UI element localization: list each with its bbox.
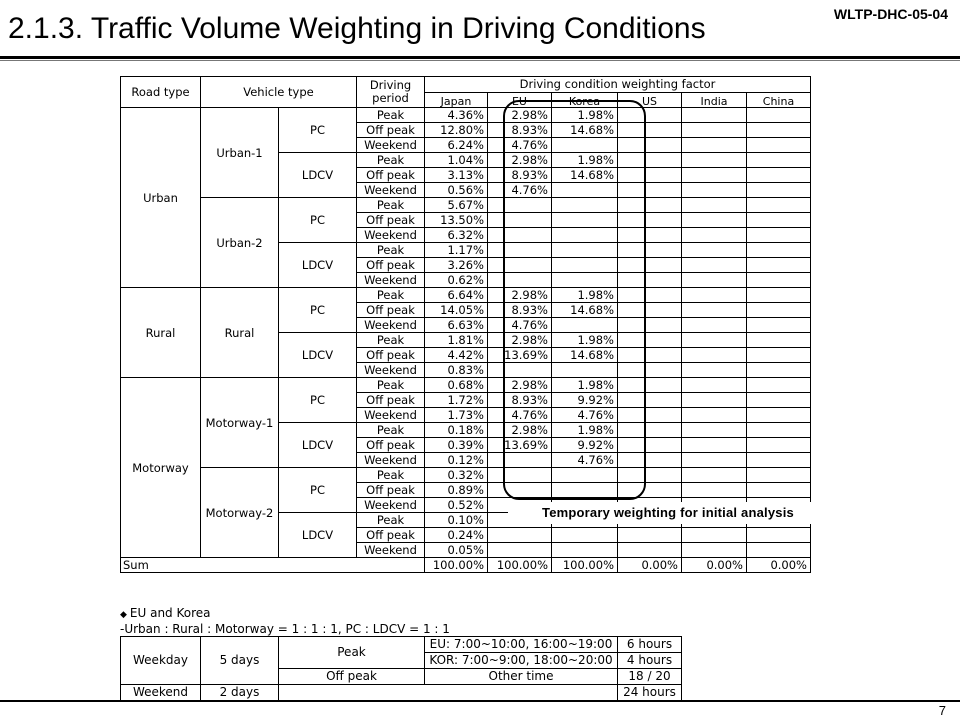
weighting-value-cell — [488, 483, 552, 498]
road-subtype-cell: Rural — [201, 288, 279, 378]
weighting-value-cell — [682, 168, 747, 183]
weighting-value-cell — [747, 123, 811, 138]
note-eu-korea — [120, 606, 450, 622]
weighting-value-cell — [747, 198, 811, 213]
driving-period-cell: Peak — [357, 423, 425, 438]
weighting-value-cell — [682, 318, 747, 333]
weighting-value-cell: 12.80% — [425, 123, 488, 138]
region-header: Japan — [425, 92, 488, 108]
weighting-value-cell — [618, 138, 682, 153]
period-peak: Peak — [279, 637, 425, 669]
page-title: 2.1.3. Traffic Volume Weighting in Driving Conditions — [8, 12, 706, 45]
weighting-value-cell: 4.76% — [488, 138, 552, 153]
weighting-value-cell — [618, 303, 682, 318]
vehicle-type-cell: PC — [279, 468, 357, 513]
weighting-value-cell — [682, 408, 747, 423]
weighting-value-cell: 4.36% — [425, 108, 488, 123]
weighting-value-cell: 8.93% — [488, 168, 552, 183]
road-subtype-cell: Motorway-1 — [201, 378, 279, 468]
weighting-value-cell: 2.98% — [488, 423, 552, 438]
weighting-value-cell — [747, 393, 811, 408]
weighting-value-cell — [552, 243, 618, 258]
weighting-value-cell: 3.13% — [425, 168, 488, 183]
weighting-value-cell — [747, 378, 811, 393]
weighting-table — [120, 76, 811, 573]
weighting-value-cell: 0.32% — [425, 468, 488, 483]
period-off-peak-hours: 18 / 20 — [618, 669, 682, 685]
weighting-value-cell — [747, 333, 811, 348]
weighting-value-cell: 13.50% — [425, 213, 488, 228]
weighting-value-cell — [618, 348, 682, 363]
weighting-value-cell — [618, 393, 682, 408]
weighting-value-cell — [747, 168, 811, 183]
weighting-value-cell — [552, 483, 618, 498]
weighting-value-cell — [618, 123, 682, 138]
weighting-value-cell — [618, 213, 682, 228]
weighting-value-cell: 1.73% — [425, 408, 488, 423]
region-header: Korea — [552, 92, 618, 108]
weighting-value-cell — [747, 153, 811, 168]
weighting-value-cell — [488, 273, 552, 288]
vehicle-type-cell: LDCV — [279, 243, 357, 288]
weighting-value-cell — [747, 453, 811, 468]
weighting-value-cell: 1.17% — [425, 243, 488, 258]
period-kor-peak-time: KOR: 7:00~9:00, 18:00~20:00 — [425, 653, 618, 669]
weighting-value-cell: 13.69% — [488, 348, 552, 363]
table-row — [121, 108, 811, 123]
weighting-value-cell: 13.69% — [488, 438, 552, 453]
driving-period-cell: Peak — [357, 513, 425, 528]
weighting-value-cell — [618, 453, 682, 468]
table-row — [121, 288, 811, 303]
weighting-value-cell — [682, 543, 747, 558]
weighting-value-cell — [618, 423, 682, 438]
weighting-value-cell — [552, 363, 618, 378]
period-weekend: Weekend — [121, 685, 201, 701]
region-header: EU — [488, 92, 552, 108]
weighting-value-cell — [747, 423, 811, 438]
weighting-value-cell — [747, 528, 811, 543]
weighting-value-cell — [747, 108, 811, 123]
weighting-value-cell: 0.12% — [425, 453, 488, 468]
driving-period-cell: Weekend — [357, 138, 425, 153]
weighting-value-cell — [682, 183, 747, 198]
weighting-value-cell — [682, 153, 747, 168]
weighting-value-cell — [747, 348, 811, 363]
weighting-value-cell — [552, 468, 618, 483]
weighting-value-cell: 1.98% — [552, 288, 618, 303]
weighting-value-cell: 4.76% — [552, 408, 618, 423]
vehicle-type-cell: PC — [279, 378, 357, 423]
region-header: China — [747, 92, 811, 108]
weighting-value-cell: 0.68% — [425, 378, 488, 393]
weighting-value-cell: 1.98% — [552, 423, 618, 438]
weighting-value-cell: 14.68% — [552, 348, 618, 363]
weighting-value-cell: 14.68% — [552, 123, 618, 138]
vehicle-type-cell: LDCV — [279, 153, 357, 198]
driving-period-cell: Off peak — [357, 123, 425, 138]
weighting-value-cell: 8.93% — [488, 123, 552, 138]
weighting-value-cell — [488, 453, 552, 468]
sum-label: Sum — [121, 558, 425, 573]
driving-period-cell: Off peak — [357, 393, 425, 408]
diamond-bullet-icon: ◆ — [120, 610, 127, 620]
driving-period-cell: Peak — [357, 243, 425, 258]
weighting-value-cell: 9.92% — [552, 393, 618, 408]
weighting-value-cell — [618, 258, 682, 273]
sum-value-cell: 100.00% — [552, 558, 618, 573]
weighting-value-cell — [488, 528, 552, 543]
weighting-value-cell — [618, 273, 682, 288]
driving-period-cell: Peak — [357, 108, 425, 123]
weighting-value-cell: 0.10% — [425, 513, 488, 528]
driving-period-cell: Off peak — [357, 213, 425, 228]
driving-period-cell: Weekend — [357, 183, 425, 198]
weighting-value-cell: 1.98% — [552, 153, 618, 168]
weighting-value-cell: 6.32% — [425, 228, 488, 243]
weighting-value-cell: 1.98% — [552, 378, 618, 393]
weighting-value-cell — [747, 483, 811, 498]
driving-period-cell: Weekend — [357, 498, 425, 513]
title-divider — [0, 56, 960, 59]
road-type-cell: Urban — [121, 108, 201, 288]
driving-period-cell: Weekend — [357, 318, 425, 333]
sum-value-cell: 0.00% — [618, 558, 682, 573]
table-row — [121, 378, 811, 393]
weighting-value-cell — [682, 528, 747, 543]
sum-value-cell: 0.00% — [682, 558, 747, 573]
period-weekday-days: 5 days — [201, 637, 279, 685]
weighting-value-cell: 1.04% — [425, 153, 488, 168]
weighting-value-cell — [747, 363, 811, 378]
driving-period-cell: Off peak — [357, 348, 425, 363]
weighting-value-cell — [682, 123, 747, 138]
weighting-value-cell — [618, 378, 682, 393]
weighting-value-cell — [682, 333, 747, 348]
weighting-value-cell — [488, 468, 552, 483]
weighting-value-cell: 0.52% — [425, 498, 488, 513]
weighting-value-cell — [682, 348, 747, 363]
weighting-value-cell: 0.18% — [425, 423, 488, 438]
weighting-value-cell: 0.89% — [425, 483, 488, 498]
weighting-value-cell: 4.42% — [425, 348, 488, 363]
weighting-value-cell — [552, 273, 618, 288]
weighting-value-cell: 0.83% — [425, 363, 488, 378]
weighting-value-cell — [618, 483, 682, 498]
weighting-value-cell — [552, 183, 618, 198]
weighting-value-cell: 6.64% — [425, 288, 488, 303]
weighting-value-cell: 8.93% — [488, 303, 552, 318]
weighting-value-cell: 6.24% — [425, 138, 488, 153]
weighting-value-cell — [618, 288, 682, 303]
weighting-value-cell — [618, 183, 682, 198]
header-vehicle-type: Vehicle type — [201, 77, 357, 108]
page-number: 7 — [938, 703, 946, 718]
vehicle-type-cell: LDCV — [279, 333, 357, 378]
title-divider-shadow — [0, 60, 960, 61]
weighting-value-cell — [488, 243, 552, 258]
weighting-value-cell — [552, 318, 618, 333]
weighting-value-cell — [682, 468, 747, 483]
weighting-value-cell: 2.98% — [488, 153, 552, 168]
weighting-value-cell — [682, 438, 747, 453]
weighting-value-cell — [747, 183, 811, 198]
weighting-value-cell: 2.98% — [488, 108, 552, 123]
weighting-value-cell — [682, 198, 747, 213]
driving-period-cell: Off peak — [357, 528, 425, 543]
period-eu-peak-time: EU: 7:00~10:00, 16:00~19:00 — [425, 637, 618, 653]
weighting-value-cell — [682, 483, 747, 498]
header-weighting-factor: Driving condition weighting factor — [425, 77, 811, 93]
weighting-value-cell: 0.56% — [425, 183, 488, 198]
weighting-value-cell — [552, 228, 618, 243]
period-weekend-hours: 24 hours — [618, 685, 682, 701]
weighting-value-cell — [747, 303, 811, 318]
notes — [120, 606, 450, 636]
weighting-value-cell — [747, 273, 811, 288]
note-line-1: EU and Korea — [129, 606, 211, 620]
weighting-value-cell — [747, 228, 811, 243]
weighting-value-cell — [682, 423, 747, 438]
weighting-value-cell: 4.76% — [488, 318, 552, 333]
period-off-peak: Off peak — [279, 669, 425, 685]
road-subtype-cell: Urban-1 — [201, 108, 279, 198]
weighting-value-cell: 0.39% — [425, 438, 488, 453]
sum-row — [121, 558, 811, 573]
sum-value-cell: 100.00% — [425, 558, 488, 573]
weighting-value-cell: 1.98% — [552, 333, 618, 348]
vehicle-type-cell: PC — [279, 288, 357, 333]
header-driving-period: Driving period — [357, 77, 425, 108]
header-road-type: Road type — [121, 77, 201, 108]
weighting-value-cell — [682, 303, 747, 318]
weighting-value-cell — [488, 213, 552, 228]
weighting-value-cell — [618, 108, 682, 123]
weighting-value-cell: 2.98% — [488, 333, 552, 348]
weighting-value-cell — [552, 543, 618, 558]
weighting-value-cell: 9.92% — [552, 438, 618, 453]
weighting-value-cell — [682, 258, 747, 273]
road-subtype-cell: Motorway-2 — [201, 468, 279, 558]
weighting-value-cell: 1.98% — [552, 108, 618, 123]
weighting-value-cell — [747, 243, 811, 258]
driving-period-cell: Peak — [357, 288, 425, 303]
weighting-value-cell — [682, 288, 747, 303]
weighting-value-cell — [618, 198, 682, 213]
weighting-value-cell: 2.98% — [488, 378, 552, 393]
weighting-value-cell — [618, 243, 682, 258]
note-ratio: -Urban : Rural : Motorway = 1 : 1 : 1, PC : LDCV = 1 : 1 — [120, 622, 450, 636]
weighting-value-cell: 3.26% — [425, 258, 488, 273]
sum-value-cell: 100.00% — [488, 558, 552, 573]
vehicle-type-cell: LDCV — [279, 423, 357, 468]
weighting-value-cell — [618, 363, 682, 378]
driving-period-cell: Peak — [357, 198, 425, 213]
driving-period-cell: Off peak — [357, 168, 425, 183]
weighting-value-cell — [682, 393, 747, 408]
weighting-value-cell — [488, 543, 552, 558]
weighting-value-cell — [747, 288, 811, 303]
driving-period-cell: Weekend — [357, 228, 425, 243]
weighting-value-cell — [747, 408, 811, 423]
driving-period-cell: Peak — [357, 378, 425, 393]
weighting-value-cell — [488, 363, 552, 378]
road-type-cell: Motorway — [121, 378, 201, 558]
weighting-value-cell — [552, 198, 618, 213]
period-weekend-days: 2 days — [201, 685, 279, 701]
weighting-value-cell — [618, 408, 682, 423]
weighting-value-cell: 5.67% — [425, 198, 488, 213]
weighting-value-cell — [682, 108, 747, 123]
driving-period-cell: Peak — [357, 468, 425, 483]
weighting-value-cell — [618, 438, 682, 453]
region-header: India — [682, 92, 747, 108]
weighting-value-cell: 0.24% — [425, 528, 488, 543]
table-row — [121, 468, 811, 483]
weighting-value-cell: 8.93% — [488, 393, 552, 408]
weighting-value-cell — [682, 273, 747, 288]
road-subtype-cell: Urban-2 — [201, 198, 279, 288]
weighting-value-cell — [552, 528, 618, 543]
weighting-value-cell: 6.63% — [425, 318, 488, 333]
weighting-value-cell — [488, 258, 552, 273]
driving-period-cell: Weekend — [357, 273, 425, 288]
road-type-cell: Rural — [121, 288, 201, 378]
driving-period-cell: Weekend — [357, 543, 425, 558]
weighting-value-cell — [747, 318, 811, 333]
weighting-value-cell: 0.62% — [425, 273, 488, 288]
weighting-value-cell: 14.68% — [552, 168, 618, 183]
weighting-value-cell — [618, 333, 682, 348]
weighting-value-cell: 1.81% — [425, 333, 488, 348]
weighting-value-cell — [552, 213, 618, 228]
driving-period-cell: Off peak — [357, 258, 425, 273]
weighting-value-cell: 1.72% — [425, 393, 488, 408]
weighting-value-cell: 4.76% — [488, 408, 552, 423]
period-other-time: Other time — [425, 669, 618, 685]
document-id: WLTP-DHC-05-04 — [833, 6, 948, 22]
period-eu-peak-hours: 6 hours — [618, 637, 682, 653]
period-weekday: Weekday — [121, 637, 201, 685]
weighting-value-cell: 4.76% — [552, 453, 618, 468]
weighting-value-cell — [682, 213, 747, 228]
sum-value-cell: 0.00% — [747, 558, 811, 573]
weighting-value-cell: 14.05% — [425, 303, 488, 318]
driving-period-table — [120, 636, 682, 701]
driving-period-cell: Peak — [357, 333, 425, 348]
vehicle-type-cell: PC — [279, 108, 357, 153]
driving-period-cell: Peak — [357, 153, 425, 168]
driving-period-cell: Off peak — [357, 303, 425, 318]
weighting-value-cell — [747, 543, 811, 558]
weighting-value-cell — [682, 378, 747, 393]
weighting-value-cell — [618, 468, 682, 483]
period-weekend-blank — [279, 685, 618, 701]
period-kor-peak-hours: 4 hours — [618, 653, 682, 669]
weighting-value-cell — [488, 228, 552, 243]
weighting-value-cell — [552, 138, 618, 153]
weighting-value-cell: 4.76% — [488, 183, 552, 198]
weighting-value-cell — [618, 528, 682, 543]
weighting-value-cell — [682, 228, 747, 243]
weighting-value-cell: 14.68% — [552, 303, 618, 318]
weighting-value-cell — [747, 258, 811, 273]
weighting-value-cell — [552, 258, 618, 273]
weighting-value-cell — [618, 153, 682, 168]
weighting-value-cell — [747, 468, 811, 483]
temporary-weighting-note: Temporary weighting for initial analysis — [508, 502, 828, 524]
weighting-value-cell — [747, 138, 811, 153]
driving-period-cell: Off peak — [357, 483, 425, 498]
vehicle-type-cell: LDCV — [279, 513, 357, 558]
driving-period-cell: Weekend — [357, 363, 425, 378]
weighting-value-cell — [618, 543, 682, 558]
weighting-value-cell — [682, 363, 747, 378]
driving-period-cell: Off peak — [357, 438, 425, 453]
weighting-value-cell — [682, 138, 747, 153]
weighting-value-cell — [488, 198, 552, 213]
weighting-value-cell — [747, 438, 811, 453]
weighting-value-cell: 0.05% — [425, 543, 488, 558]
weighting-value-cell — [682, 453, 747, 468]
vehicle-type-cell: PC — [279, 198, 357, 243]
weighting-value-cell — [747, 213, 811, 228]
weighting-value-cell — [618, 318, 682, 333]
weighting-value-cell — [682, 243, 747, 258]
weighting-value-cell — [618, 168, 682, 183]
driving-period-cell: Weekend — [357, 453, 425, 468]
weighting-value-cell — [618, 228, 682, 243]
weighting-value-cell: 2.98% — [488, 288, 552, 303]
region-header: US — [618, 92, 682, 108]
table-row — [121, 198, 811, 213]
footer-divider — [0, 700, 960, 702]
driving-period-cell: Weekend — [357, 408, 425, 423]
